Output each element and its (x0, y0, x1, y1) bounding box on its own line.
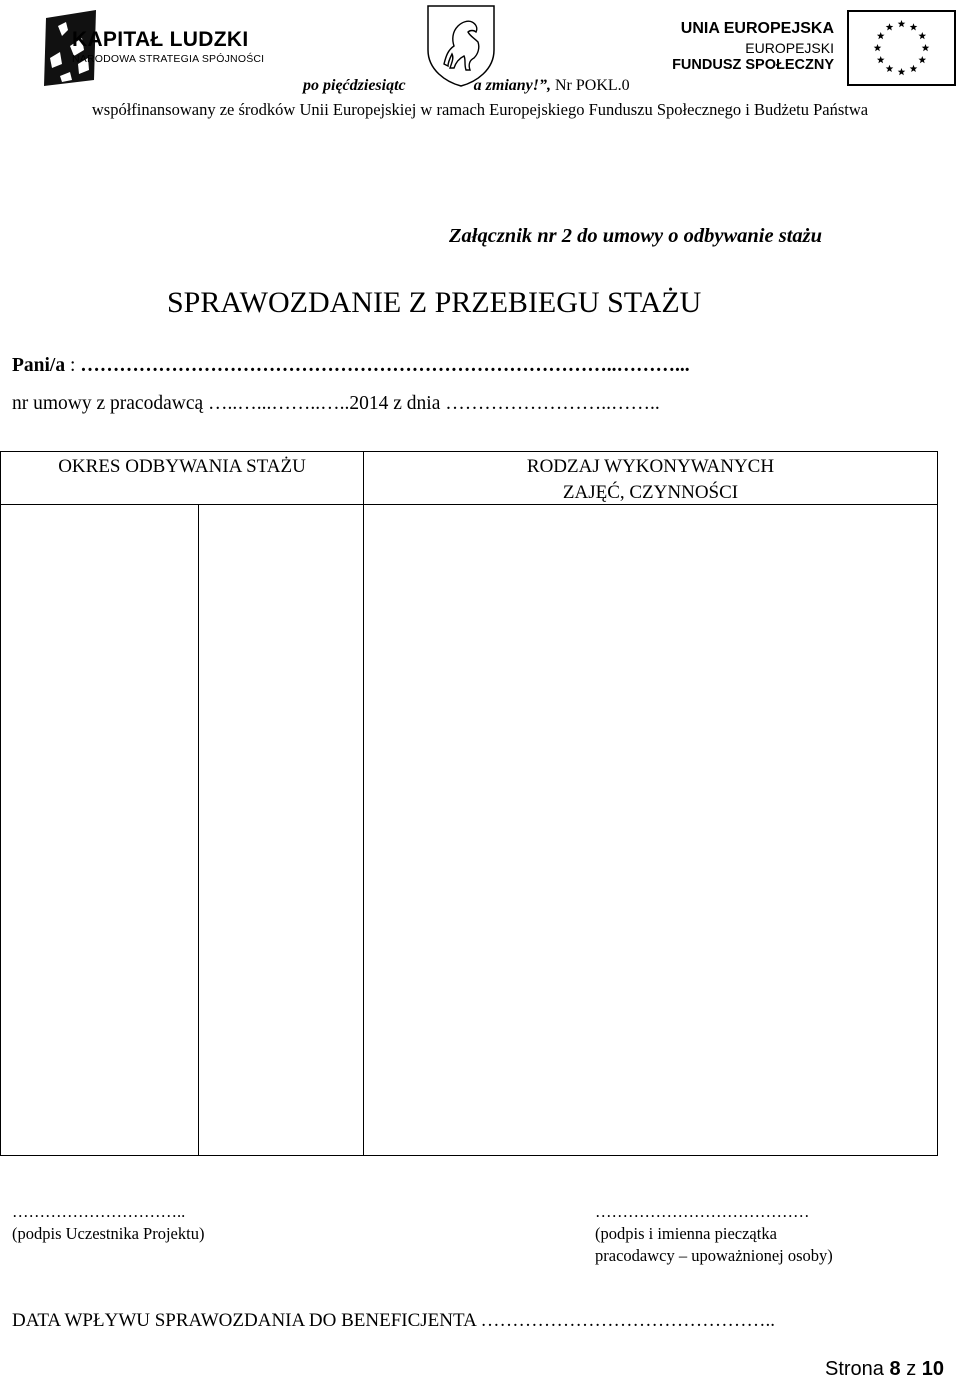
contract-number-blank: …..…...……..…..2014 z dnia ……………………..…….. (203, 393, 660, 414)
employer-signature-caption-1: (podpis i imienna pieczątka (595, 1224, 777, 1243)
project-name-part-1: po pięćdziesiątc (303, 77, 406, 94)
kapital-ludzki-title: KAPITAŁ LUDZKI (72, 28, 249, 51)
table-column-divider (363, 452, 364, 1155)
participant-name-separator: : (65, 355, 81, 376)
page-current: 8 (889, 1358, 901, 1380)
participant-name-blank: ………………………………………………………………………..………... (80, 355, 690, 376)
page-title: SPRAWOZDANIE Z PRZEBIEGU STAŻU (167, 286, 702, 319)
employer-signature-block (595, 1201, 833, 1267)
participant-signature-caption: (podpis Uczestnika Projektu) (12, 1224, 205, 1243)
table-header-period: OKRES ODBYWANIA STAŻU (58, 456, 306, 477)
page-total: 10 (921, 1358, 944, 1380)
participant-name-field (12, 355, 690, 377)
participant-signature-line: ………………………….. (12, 1202, 186, 1221)
contract-number-label: nr umowy z pracodawcą (12, 393, 204, 414)
annex-label: Załącznik nr 2 do umowy o odbywanie stażu (449, 225, 823, 247)
table-subcolumn-divider (198, 504, 199, 1155)
cofinancing-statement: współfinansowany ze środków Unii Europejskiej w ramach Europejskiego Funduszu Społecznego i Budżetu Państwa (91, 100, 869, 119)
eu-flag-icon (847, 10, 956, 86)
table-header-activities (364, 454, 937, 506)
eu-logo-line-2: EUROPEJSKI (745, 40, 834, 56)
contract-number-field (12, 393, 660, 415)
eu-logo-line-1: UNIA EUROPEJSKA (680, 20, 834, 37)
project-name-part-2: a zmiany!”, (473, 77, 551, 94)
receipt-date-field: DATA WPŁYWU SPRAWOZDANIA DO BENEFICJENTA ……………………………………….. (12, 1310, 776, 1331)
kapital-ludzki-subtitle: NARODOWA STRATEGIA SPÓJNOŚCI (72, 53, 265, 65)
page-word: Strona (825, 1358, 884, 1380)
eu-logo-line-3: FUNDUSZ SPOŁECZNY (672, 57, 834, 73)
participant-signature-block (12, 1201, 204, 1245)
page-of: z (906, 1358, 917, 1380)
table-header-activities-line-2: ZAJĘĆ, CZYNNOŚCI (562, 482, 739, 503)
internship-report-table (0, 451, 938, 1156)
project-number: Nr POKL.0 (550, 77, 630, 94)
participant-name-label: Pani/a (12, 355, 66, 376)
page-number (825, 1358, 944, 1381)
horse-crest-icon (424, 2, 498, 88)
project-name-line (303, 77, 630, 95)
table-header-activities-line-1: RODZAJ WYKONYWANYCH (526, 456, 775, 477)
employer-signature-line: ………………………………… (595, 1202, 810, 1221)
employer-signature-caption-2: pracodawcy – upoważnionej osoby) (595, 1246, 833, 1265)
